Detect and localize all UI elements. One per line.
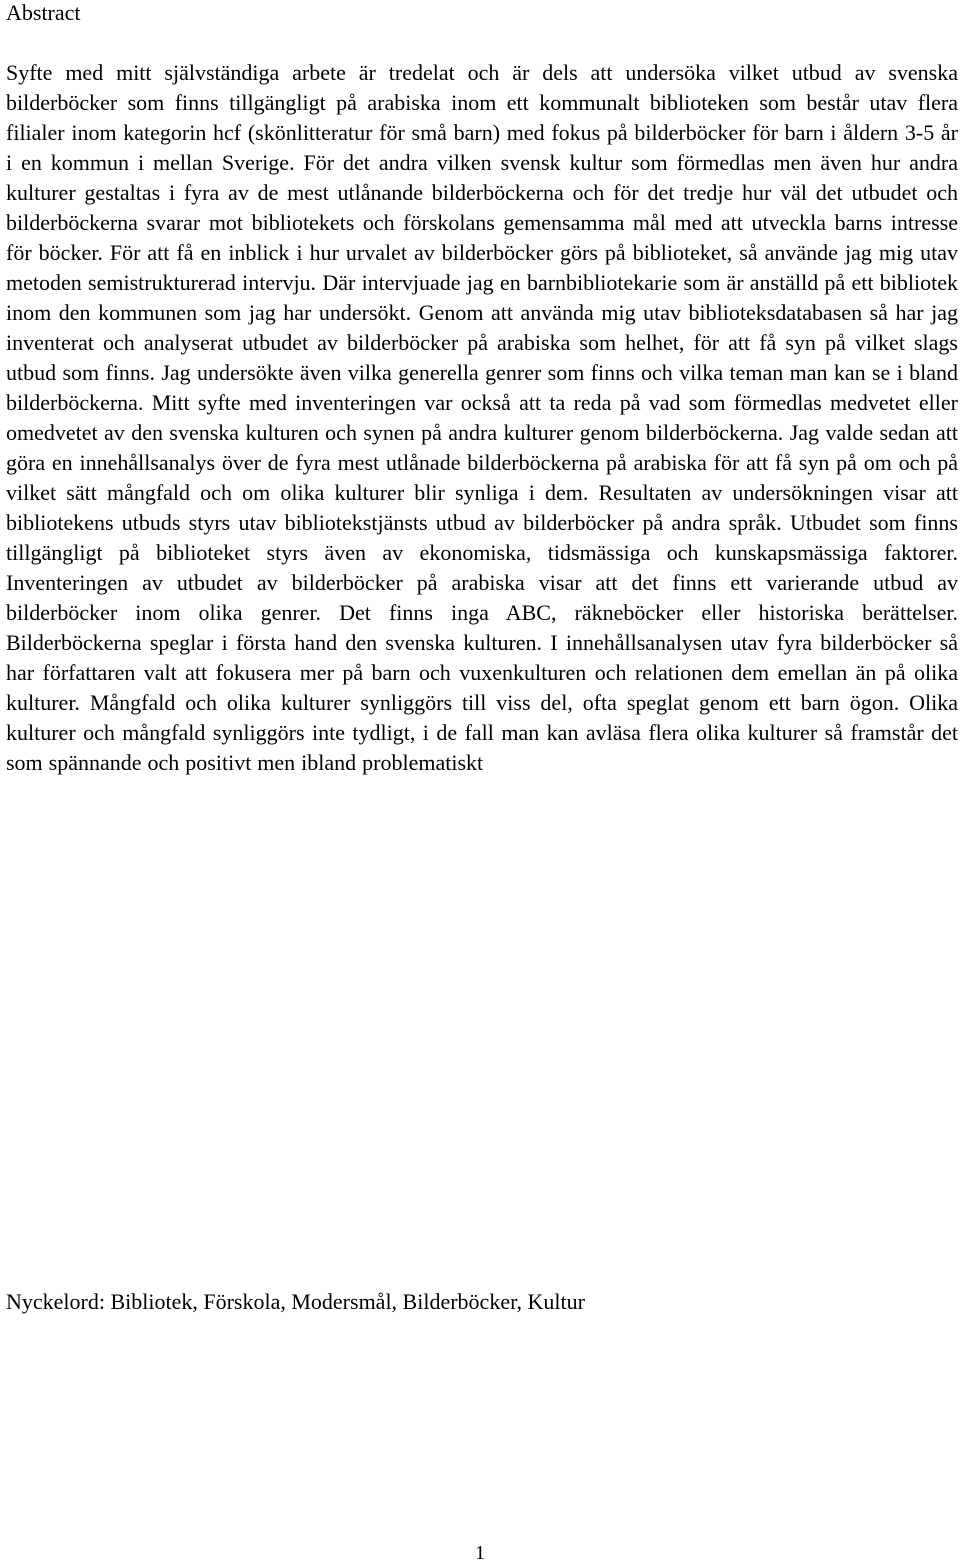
page-number: 1 xyxy=(475,1542,485,1564)
keywords-line: Nyckelord: Bibliotek, Förskola, Modersmål, Bilderböcker, Kultur xyxy=(6,1289,585,1314)
abstract-heading: Abstract xyxy=(6,0,81,25)
abstract-body: Syfte med mitt självständiga arbete är tredelat och är dels att undersöka vilket utbud av svenska bilderböcker som finns tillgängligt på arabiska inom ett kommunalt biblioteken som består utav flera filialer inom kategorin hcf (skönlitteratur för små barn) med fokus på bilderböcker för barn i åldern 3-5 år i en kommun i mellan Sverige. För det andra vilken svensk kultur som förmedlas men även hur andra kulturer gestaltas i fyra av de mest utlånande bilderböckerna och för det tredje hur väl det utbudet och bilderböckerna svarar mot bibliotekets och förskolans gemensamma mål med att utveckla barns intresse för böcker. För att få en inblick i hur urvalet av bilderböcker görs på biblioteket, så använde jag mig utav metoden semistrukturerad intervju. Där intervjuade jag en barnbibliotekarie som är anställd på ett bibliotek inom den kommunen som jag har undersökt. Genom att använda mig utav biblioteksdatabasen så har jag inventerat och analyserat utbudet av bilderböcker på arabiska som helhet, för att få syn på vilket slags utbud som finns. Jag undersökte även vilka generella genrer som finns och vilka teman man kan se i bland bilderböckerna. Mitt syfte med inventeringen var också att ta reda på vad som förmedlas medvetet eller omedvetet av den svenska kulturen och synen på andra kulturer genom bilderböckerna. Jag valde sedan att göra en innehållsanalys över de fyra mest utlånade bilderböckerna på arabiska för att få syn på om och på vilket sätt mångfald och om olika kulturer blir synliga i dem. Resultaten av undersökningen visar att bibliotekens utbuds styrs utav bibliotekstjänsts utbud av bilderböcker på andra språk. Utbudet som finns tillgängligt på biblioteket styrs även av ekonomiska, tidsmässiga och kunskapsmässiga faktorer. Inventeringen av utbudet av bilderböcker på arabiska visar att det finns ett varierande utbud av bilderböcker inom olika genrer. Det finns inga ABC, räkneböcker eller historiska berättelser. Bilderböckerna speglar i första hand den svenska kulturen. I innehållsanalysen utav fyra bilderböcker så har författaren valt att fokusera mer på barn och vuxenkulturen och relationen dem emellan än på olika kulturer. Mångfald och olika kulturer synliggörs till viss del, ofta speglat genom ett barn ögon. Olika kulturer och mångfald synliggörs inte tydligt, i de fall man kan avläsa flera olika kulturer så framstår det som spännande och positivt men ibland problematiskt xyxy=(6,60,958,775)
